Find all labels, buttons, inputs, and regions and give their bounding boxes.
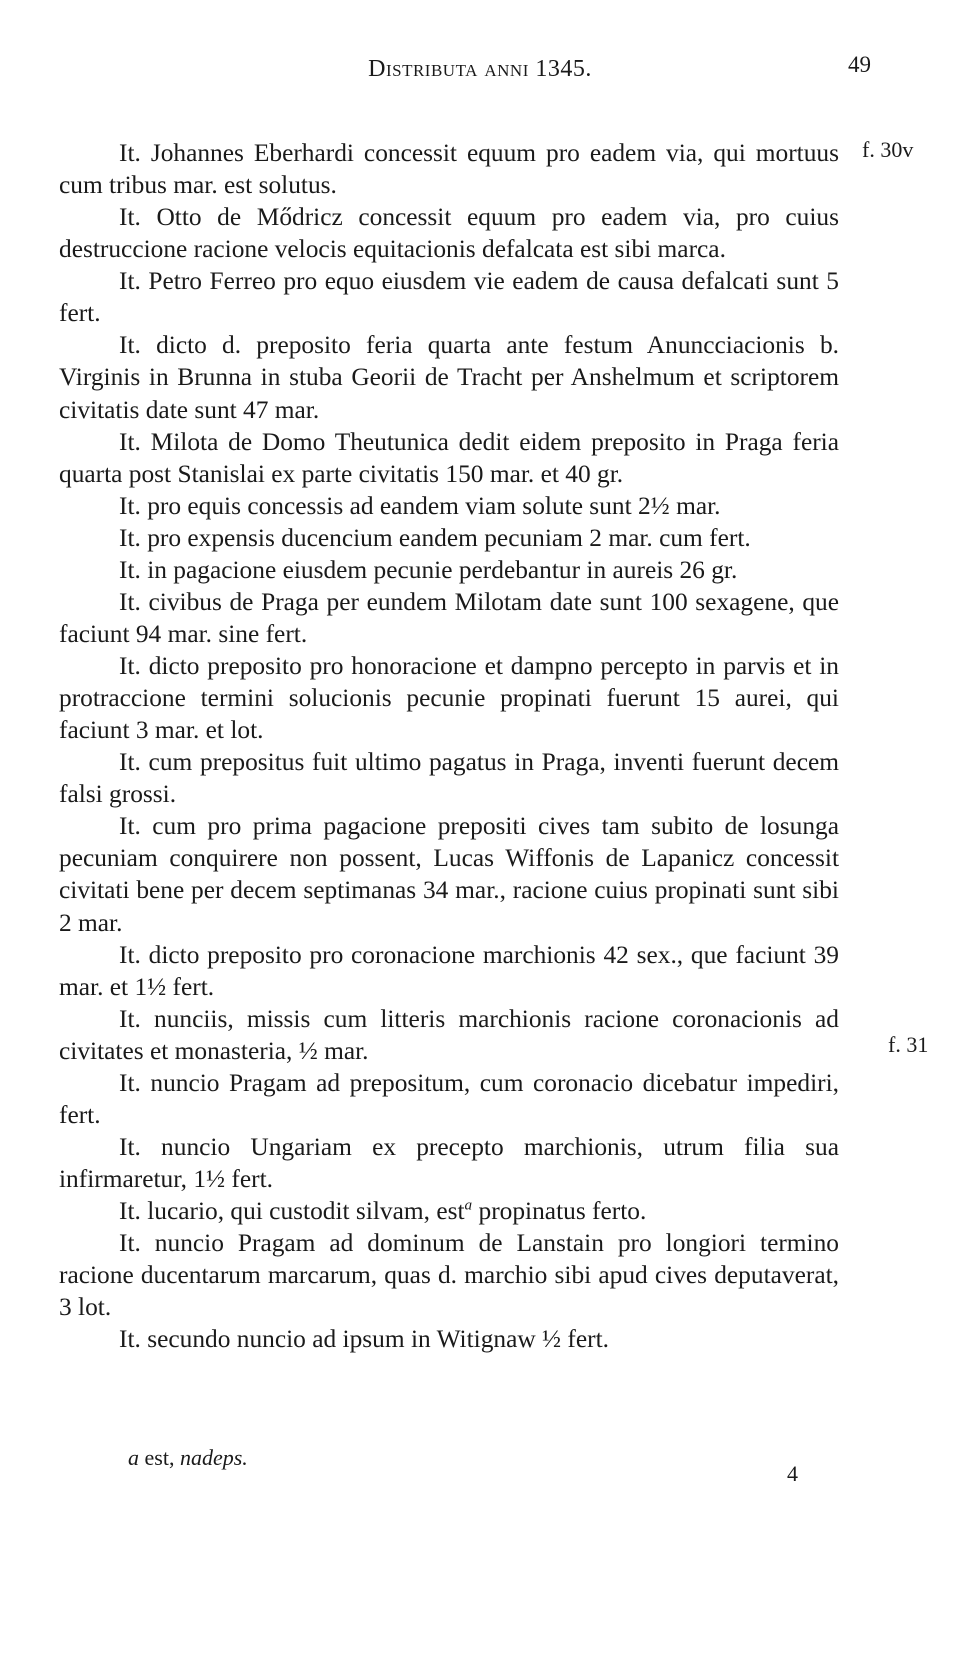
entry-15: It. nuncio Pragam ad prepositum, cum coronacio dicebatur impediri, fert.	[59, 1068, 839, 1129]
signature-mark: 4	[787, 1461, 798, 1486]
entry-3: It. Petro Ferreo pro equo eiusdem vie eadem de causa defalcati sunt 5 fert.	[59, 267, 839, 328]
footnote-mark-label: a	[128, 1445, 139, 1470]
entry-10: It. dicto preposito pro honoracione et dampno percepto in parvis et in protraccione termini solucionis pecunie propinati fuerunt 15 aurei, qui faciunt 3 mar. et lot.	[59, 652, 839, 745]
footnote-source: nadeps.	[179, 1445, 248, 1470]
entry-16: It. nuncio Ungariam ex precepto marchionis, utrum filia sua infirmaretur, 1½ fert.	[59, 1132, 839, 1193]
entry-2: It. Otto de Mődricz concessit equum pro eadem via, pro cuius destruccione racione velocis equitacionis defalcata est sibi marca.	[59, 203, 839, 264]
entry-8: It. in pagacione eiusdem pecunie perdebantur in aureis 26 gr.	[119, 555, 738, 584]
folio-note-30v: f. 30v	[862, 137, 914, 162]
entry-18: It. nuncio Pragam ad dominum de Lanstain pro longiori termino racione ducentarum marcarum, quas d. marchio sibi apud cives deputaverat, 3 lot.	[59, 1229, 839, 1322]
entry-4: It. dicto d. preposito feria quarta ante festum Anuncciacionis b. Virginis in Brunna in stuba Georii de Tracht per Anshelmum et scriptorem civitatis date sunt 47 mar.	[59, 331, 839, 424]
entry-9: It. civibus de Praga per eundem Milotam date sunt 100 sexagene, que faciunt 94 mar. sine fert.	[59, 587, 839, 648]
running-head	[0, 56, 960, 83]
entry-6: It. pro equis concessis ad eandem viam solute sunt 2½ mar.	[119, 491, 721, 520]
entry-19: It. secundo nuncio ad ipsum in Witignaw ½ fert.	[119, 1325, 610, 1354]
entry-17	[59, 1195, 839, 1227]
entry-14: It. nunciis, missis cum litteris marchionis racione coronacionis ad civitates et monasteria, ½ mar.	[59, 1004, 839, 1065]
running-title-year: 1345.	[535, 56, 592, 82]
footnote-text: est,	[139, 1445, 180, 1470]
entry-5: It. Milota de Domo Theutunica dedit eidem preposito in Praga feria quarta post Stanislai ex parte civitatis 150 mar. et 40 gr.	[59, 427, 839, 488]
folio-note-31: f. 31	[888, 1032, 929, 1057]
body-text	[59, 137, 839, 1355]
entry-12: It. cum pro prima pagacione prepositi cives tam subito de losunga pecuniam conquirere non possent, Lucas Wiffonis de Lapanicz concessit civitati bene per decem septimanas 34 mar., racione cuius propinati sunt sibi 2 mar.	[59, 812, 839, 937]
entry-1: It. Johannes Eberhardi concessit equum pro eadem via, qui mortuus cum tribus mar. est solutus.	[59, 139, 839, 200]
running-title: Distributa anni	[368, 56, 529, 82]
page-number: 49	[848, 52, 871, 77]
entry-11: It. cum prepositus fuit ultimo pagatus in Praga, inventi fuerunt decem falsi grossi.	[59, 748, 839, 809]
entry-17-tail: propinatus ferto.	[472, 1197, 647, 1226]
footnote	[128, 1445, 248, 1471]
entry-13: It. dicto preposito pro coronacione marchionis 42 sex., que faciunt 39 mar. et 1½ fert.	[59, 940, 839, 1001]
footnote-mark: a	[464, 1196, 473, 1214]
entry-7: It. pro expensis ducencium eandem pecuniam 2 mar. cum fert.	[119, 523, 751, 552]
entry-17-text: It. lucario, qui custodit silvam, est	[119, 1197, 465, 1226]
